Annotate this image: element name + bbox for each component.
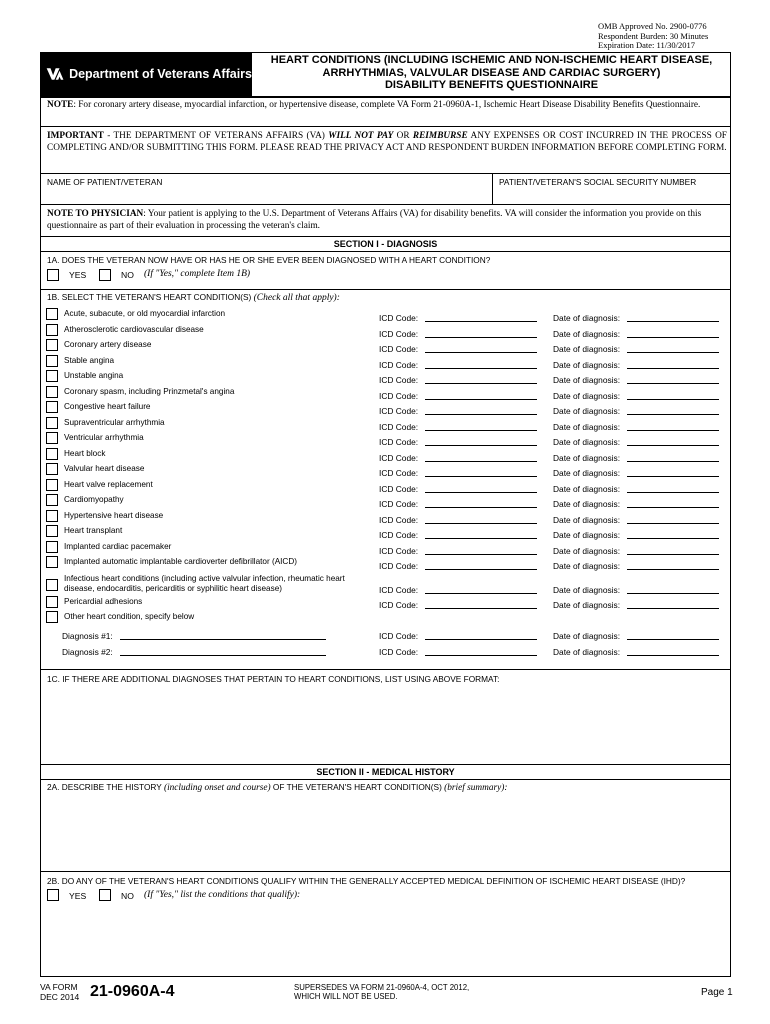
patient-name-field[interactable] bbox=[47, 188, 492, 202]
condition-label: Acute, subacute, or old myocardial infarction bbox=[64, 309, 226, 318]
date-of-diagnosis-field[interactable] bbox=[627, 374, 719, 384]
condition-checkbox[interactable] bbox=[46, 432, 58, 444]
condition-checkbox[interactable] bbox=[46, 417, 58, 429]
icd-code-field[interactable] bbox=[425, 436, 537, 446]
condition-checkbox[interactable] bbox=[46, 308, 58, 320]
condition-checkbox-infectious[interactable] bbox=[46, 579, 58, 591]
divider bbox=[40, 204, 731, 205]
icd-code-field[interactable] bbox=[425, 343, 537, 353]
condition-label: Unstable angina bbox=[64, 371, 124, 380]
date-of-diagnosis-field[interactable] bbox=[627, 584, 719, 594]
icd-code-label: ICD Code: bbox=[379, 468, 419, 478]
diagnosis-2-label: Diagnosis #2: bbox=[62, 647, 113, 657]
date-of-diagnosis-field[interactable] bbox=[627, 359, 719, 369]
q2b-hint: (If "Yes," list the conditions that qualify): bbox=[144, 890, 301, 900]
condition-checkbox[interactable] bbox=[46, 448, 58, 460]
diagnosis-2-field[interactable] bbox=[120, 646, 326, 656]
condition-checkbox[interactable] bbox=[46, 556, 58, 568]
patient-name-label: NAME OF PATIENT/VETERAN bbox=[47, 177, 163, 187]
form-number: 21-0960A-4 bbox=[90, 983, 175, 1000]
divider bbox=[40, 173, 731, 174]
condition-checkbox[interactable] bbox=[46, 370, 58, 382]
infectious-line-2: disease, endocarditis, pericarditis or syphilitic heart disease) bbox=[64, 584, 282, 593]
date-of-diagnosis-label: Date of diagnosis: bbox=[553, 313, 621, 323]
icd-code-field[interactable] bbox=[425, 599, 537, 609]
date-of-diagnosis-field[interactable] bbox=[627, 343, 719, 353]
icd-code-field[interactable] bbox=[425, 630, 537, 640]
va-logo-icon bbox=[46, 63, 64, 85]
condition-checkbox[interactable] bbox=[46, 494, 58, 506]
date-of-diagnosis-field[interactable] bbox=[627, 560, 719, 570]
question-1b bbox=[47, 292, 340, 304]
condition-checkbox[interactable] bbox=[46, 525, 58, 537]
additional-diagnoses-field[interactable] bbox=[47, 688, 727, 762]
coronary-note bbox=[47, 99, 727, 111]
icd-code-field[interactable] bbox=[425, 312, 537, 322]
icd-code-label: ICD Code: bbox=[379, 631, 419, 641]
divider bbox=[40, 871, 731, 872]
omb-approved-number: OMB Approved No. 2900-0776 bbox=[598, 21, 707, 31]
history-field[interactable] bbox=[47, 796, 727, 868]
physician-note-label: NOTE TO PHYSICIAN bbox=[47, 209, 144, 219]
title-line-3: DISABILITY BENEFITS QUESTIONNAIRE bbox=[384, 79, 599, 91]
condition-label-other: Other heart condition, specify below bbox=[64, 612, 195, 621]
condition-label-infectious bbox=[64, 574, 374, 594]
icd-code-label: ICD Code: bbox=[379, 313, 419, 323]
icd-code-field[interactable] bbox=[425, 483, 537, 493]
condition-checkbox-other[interactable] bbox=[46, 611, 58, 623]
icd-code-field[interactable] bbox=[425, 498, 537, 508]
date-of-diagnosis-field[interactable] bbox=[627, 467, 719, 477]
condition-checkbox[interactable] bbox=[46, 324, 58, 336]
icd-code-field[interactable] bbox=[425, 452, 537, 462]
omb-info bbox=[598, 22, 708, 51]
date-of-diagnosis-field[interactable] bbox=[627, 545, 719, 555]
divider bbox=[40, 669, 731, 670]
q1a-hint: (If "Yes," complete Item 1B) bbox=[144, 269, 251, 279]
condition-checkbox[interactable] bbox=[46, 541, 58, 553]
icd-code-label: ICD Code: bbox=[379, 344, 419, 354]
condition-label: Implanted cardiac pacemaker bbox=[64, 541, 172, 551]
question-2a bbox=[47, 782, 727, 794]
icd-code-field[interactable] bbox=[425, 514, 537, 524]
icd-code-field[interactable] bbox=[425, 359, 537, 369]
question-2b: 2B. DO ANY OF THE VETERAN'S HEART CONDITIONS QUALIFY WITHIN THE GENERALLY ACCEPTED MEDICAL DEFINITION OF ISCHEMIC HEART DISEASE (IHD)? bbox=[47, 876, 686, 886]
date-of-diagnosis-label: Date of diagnosis: bbox=[553, 375, 621, 385]
date-of-diagnosis-label: Date of diagnosis: bbox=[553, 390, 621, 401]
icd-code-field[interactable] bbox=[425, 421, 537, 431]
date-of-diagnosis-label: Date of diagnosis: bbox=[553, 631, 621, 641]
date-of-diagnosis-field[interactable] bbox=[627, 452, 719, 462]
icd-code-label: ICD Code: bbox=[379, 437, 419, 447]
condition-label: Heart block bbox=[64, 448, 106, 458]
condition-checkbox[interactable] bbox=[46, 463, 58, 475]
icd-code-field[interactable] bbox=[425, 467, 537, 477]
condition-label: Congestive heart failure bbox=[64, 402, 151, 411]
ihd-conditions-field[interactable] bbox=[47, 906, 727, 974]
icd-code-label: ICD Code: bbox=[379, 499, 419, 509]
date-of-diagnosis-label: Date of diagnosis: bbox=[553, 437, 621, 447]
divider bbox=[492, 173, 493, 204]
question-2a-text: OF THE VETERAN'S HEART CONDITION(S) bbox=[270, 782, 445, 792]
date-of-diagnosis-label: Date of diagnosis: bbox=[553, 452, 621, 463]
date-of-diagnosis-field[interactable] bbox=[627, 421, 719, 431]
date-of-diagnosis-field[interactable] bbox=[627, 312, 719, 322]
date-of-diagnosis-label: Date of diagnosis: bbox=[553, 561, 621, 571]
icd-code-field[interactable] bbox=[425, 560, 537, 570]
condition-label: Stable angina bbox=[64, 355, 115, 365]
icd-code-label: ICD Code: bbox=[379, 421, 419, 432]
question-2a-hint: (including onset and course) bbox=[163, 783, 271, 793]
condition-label: Hypertensive heart disease bbox=[64, 510, 164, 520]
date-of-diagnosis-label: Date of diagnosis: bbox=[553, 545, 621, 556]
date-of-diagnosis-field[interactable] bbox=[627, 405, 719, 415]
supersedes-notice bbox=[294, 983, 469, 1001]
date-of-diagnosis-label: Date of diagnosis: bbox=[553, 483, 621, 494]
page-number: Page 1 bbox=[701, 987, 733, 998]
important-text: OR bbox=[393, 131, 413, 141]
physician-note-text: : Your patient is applying to the U.S. Department of Veterans Affairs (VA) for disability benefits. VA will consider the information you provide on this questionnaire as part of their evaluation in processing the veteran's claim. bbox=[47, 209, 702, 231]
question-1b-text: 1B. SELECT THE VETERAN'S HEART CONDITION(S) bbox=[47, 292, 252, 302]
icd-code-label: ICD Code: bbox=[379, 328, 419, 339]
condition-checkbox[interactable] bbox=[46, 479, 58, 491]
divider bbox=[40, 289, 731, 290]
icd-code-field[interactable] bbox=[425, 646, 537, 656]
icd-code-label: ICD Code: bbox=[379, 530, 419, 540]
section-2-title: SECTION II - MEDICAL HISTORY bbox=[316, 767, 455, 777]
condition-label: Ventricular arrhythmia bbox=[64, 433, 144, 442]
note-label: NOTE bbox=[47, 100, 74, 110]
q1a-yes-label: YES bbox=[69, 270, 87, 280]
reimburse-text: REIMBURSE bbox=[412, 131, 468, 141]
date-of-diagnosis-field[interactable] bbox=[627, 328, 719, 338]
note-text: : For coronary artery disease, myocardial infarction, or hypertensive disease, complete VA Form 21-0960A-1, Ischemic Heart Disease Disability Benefits Questionnaire. bbox=[73, 100, 701, 110]
infectious-line-1: Infectious heart conditions (including active valvular infection, rheumatic heart bbox=[64, 574, 345, 583]
va-form-label: VA FORM bbox=[40, 982, 78, 992]
important-label: IMPORTANT bbox=[47, 131, 104, 141]
form-footer-label bbox=[40, 983, 79, 1002]
date-of-diagnosis-label: Date of diagnosis: bbox=[553, 530, 621, 540]
condition-checkbox[interactable] bbox=[46, 339, 58, 351]
icd-code-label: ICD Code: bbox=[379, 452, 419, 463]
icd-code-label: ICD Code: bbox=[379, 375, 419, 385]
form-date: DEC 2014 bbox=[40, 991, 80, 1002]
icd-code-field[interactable] bbox=[425, 545, 537, 555]
icd-code-field[interactable] bbox=[425, 390, 537, 400]
icd-code-label: ICD Code: bbox=[379, 483, 419, 494]
icd-code-label: ICD Code: bbox=[379, 561, 419, 571]
condition-label: Valvular heart disease bbox=[64, 464, 145, 473]
divider bbox=[40, 779, 731, 780]
condition-checkbox[interactable] bbox=[46, 401, 58, 413]
divider bbox=[40, 251, 731, 252]
icd-code-label: ICD Code: bbox=[379, 647, 419, 657]
date-of-diagnosis-label: Date of diagnosis: bbox=[553, 585, 621, 595]
title-line-1: HEART CONDITIONS (INCLUDING ISCHEMIC AND NON-ISCHEMIC HEART DISEASE, bbox=[270, 54, 713, 66]
divider bbox=[40, 96, 731, 98]
date-of-diagnosis-field[interactable] bbox=[627, 514, 719, 524]
icd-code-label: ICD Code: bbox=[379, 545, 419, 556]
condition-label: Coronary spasm, including Prinzmetal's angina bbox=[64, 386, 235, 396]
condition-label: Atherosclerotic cardiovascular disease bbox=[64, 324, 204, 334]
icd-code-field[interactable] bbox=[425, 374, 537, 384]
icd-code-label: ICD Code: bbox=[379, 585, 419, 595]
will-not-pay-text: WILL NOT PAY bbox=[328, 131, 394, 141]
question-1c: 1C. IF THERE ARE ADDITIONAL DIAGNOSES THAT PERTAIN TO HEART CONDITIONS, LIST USING ABOVE FORMAT: bbox=[47, 674, 500, 684]
ssn-label: PATIENT/VETERAN'S SOCIAL SECURITY NUMBER bbox=[499, 177, 697, 187]
date-of-diagnosis-label: Date of diagnosis: bbox=[553, 344, 621, 354]
ssn-field[interactable] bbox=[499, 188, 727, 202]
va-logo-banner bbox=[40, 52, 252, 96]
condition-label: Heart transplant bbox=[64, 526, 123, 535]
supersedes-line-2: WHICH WILL NOT BE USED. bbox=[294, 992, 398, 1001]
date-of-diagnosis-label: Date of diagnosis: bbox=[553, 328, 621, 339]
date-of-diagnosis-label: Date of diagnosis: bbox=[553, 421, 621, 432]
title-line-2: ARRHYTHMIAS, VALVULAR DISEASE AND CARDIAC SURGERY) bbox=[322, 66, 661, 79]
icd-code-field[interactable] bbox=[425, 584, 537, 594]
important-text: - THE DEPARTMENT OF VETERANS AFFAIRS (VA) bbox=[103, 131, 329, 141]
condition-label: Cardiomyopathy bbox=[64, 495, 124, 504]
date-of-diagnosis-field[interactable] bbox=[627, 483, 719, 493]
date-of-diagnosis-label: Date of diagnosis: bbox=[553, 359, 621, 370]
department-name: Department of Veterans Affairs bbox=[69, 67, 252, 81]
date-of-diagnosis-field[interactable] bbox=[627, 529, 719, 539]
date-of-diagnosis-label: Date of diagnosis: bbox=[553, 499, 621, 509]
icd-code-field[interactable] bbox=[425, 405, 537, 415]
condition-label: Implanted automatic implantable cardioverter defibrillator (AICD) bbox=[64, 557, 297, 566]
important-text: ANY EXPENSES OR COST INCURRED IN THE PROCESS OF COMPLETING AND/OR SUBMITTING THIS FORM. PLEASE READ THE PRIVACY ACT AND RESPONDENT BURDEN INFORMATION BEFORE COMPLETING FORM. bbox=[47, 131, 727, 153]
date-of-diagnosis-label: Date of diagnosis: bbox=[553, 514, 621, 525]
condition-checkbox-pericardial[interactable] bbox=[46, 596, 58, 608]
date-of-diagnosis-field[interactable] bbox=[627, 599, 719, 609]
icd-code-field[interactable] bbox=[425, 529, 537, 539]
question-2a-text: 2A. DESCRIBE THE HISTORY bbox=[47, 782, 164, 792]
diagnosis-1-label: Diagnosis #1: bbox=[62, 631, 113, 641]
q2b-no-label: NO bbox=[121, 891, 134, 901]
date-of-diagnosis-label: Date of diagnosis: bbox=[553, 600, 621, 610]
respondent-burden: Respondent Burden: 30 Minutes bbox=[598, 30, 709, 41]
physician-note bbox=[47, 208, 727, 232]
q1a-yes-checkbox[interactable] bbox=[47, 269, 59, 281]
date-of-diagnosis-field[interactable] bbox=[627, 436, 719, 446]
date-of-diagnosis-field[interactable] bbox=[627, 390, 719, 400]
question-2a-hint: (brief summary): bbox=[444, 783, 508, 793]
date-of-diagnosis-field[interactable] bbox=[627, 646, 719, 656]
condition-checkbox[interactable] bbox=[46, 510, 58, 522]
question-1a: 1A. DOES THE VETERAN NOW HAVE OR HAS HE OR SHE EVER BEEN DIAGNOSED WITH A HEART CONDITION? bbox=[47, 255, 491, 265]
supersedes-line-1: SUPERSEDES VA FORM 21-0960A-4, OCT 2012, bbox=[294, 983, 470, 992]
divider bbox=[40, 236, 731, 237]
icd-code-label: ICD Code: bbox=[379, 359, 419, 370]
icd-code-label: ICD Code: bbox=[379, 514, 419, 525]
icd-code-label: ICD Code: bbox=[379, 406, 419, 416]
important-notice bbox=[47, 130, 727, 154]
date-of-diagnosis-field[interactable] bbox=[627, 630, 719, 640]
diagnosis-1-field[interactable] bbox=[120, 630, 326, 640]
condition-label-pericardial: Pericardial adhesions bbox=[64, 597, 143, 606]
q2b-yes-checkbox[interactable] bbox=[47, 889, 59, 901]
icd-code-field[interactable] bbox=[425, 328, 537, 338]
divider bbox=[40, 126, 731, 127]
q2b-yes-label: YES bbox=[69, 891, 87, 901]
date-of-diagnosis-label: Date of diagnosis: bbox=[553, 468, 621, 478]
condition-label: Heart valve replacement bbox=[64, 479, 153, 489]
condition-label: Coronary artery disease bbox=[64, 340, 152, 349]
icd-code-label: ICD Code: bbox=[379, 600, 419, 610]
form-title bbox=[252, 54, 731, 92]
icd-code-label: ICD Code: bbox=[379, 390, 419, 401]
date-of-diagnosis-field[interactable] bbox=[627, 498, 719, 508]
condition-checkbox[interactable] bbox=[46, 386, 58, 398]
question-1b-hint: (Check all that apply): bbox=[253, 293, 340, 303]
q2b-no-checkbox[interactable] bbox=[99, 889, 111, 901]
date-of-diagnosis-label: Date of diagnosis: bbox=[553, 406, 621, 416]
condition-checkbox[interactable] bbox=[46, 355, 58, 367]
date-of-diagnosis-label: Date of diagnosis: bbox=[553, 647, 621, 657]
divider bbox=[40, 764, 731, 765]
expiration-date: Expiration Date: 11/30/2017 bbox=[598, 40, 695, 50]
q1a-no-label: NO bbox=[121, 270, 134, 280]
section-1-title: SECTION I - DIAGNOSIS bbox=[333, 239, 438, 249]
condition-label: Supraventricular arrhythmia bbox=[64, 417, 165, 427]
q1a-no-checkbox[interactable] bbox=[99, 269, 111, 281]
